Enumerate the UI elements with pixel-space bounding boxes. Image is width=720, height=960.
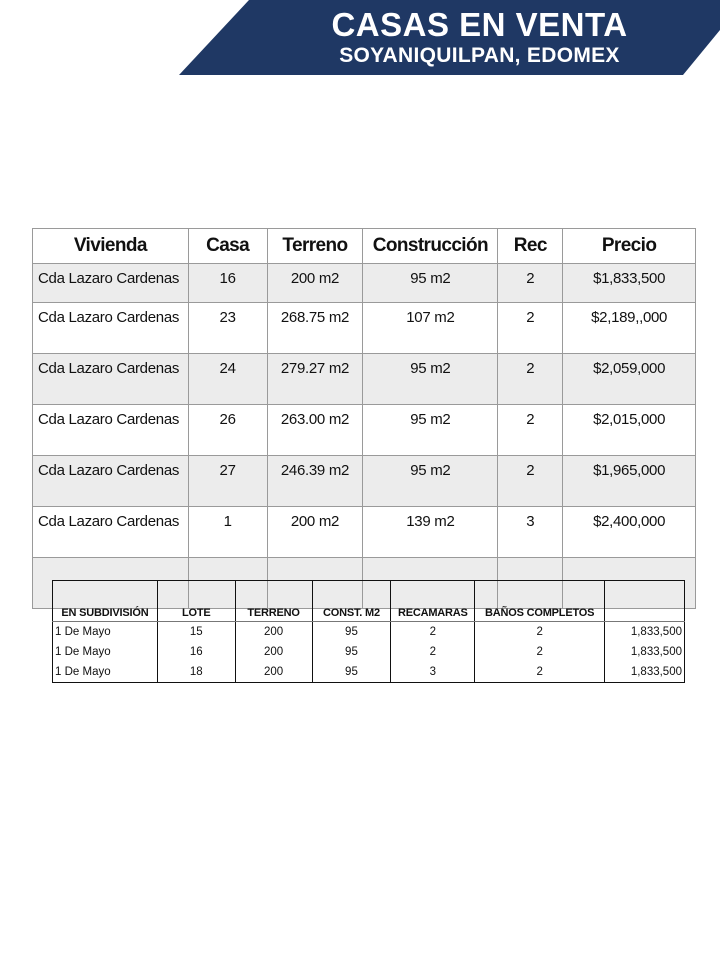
cell-casa: 23 — [188, 303, 267, 354]
cell-terreno: 246.39 m2 — [267, 456, 363, 507]
cell-const: 95 — [312, 642, 391, 662]
cell-subdivision: 1 De Mayo — [53, 642, 158, 662]
cell-precio: $2,015,000 — [563, 405, 696, 456]
cell-banos: 2 — [475, 642, 605, 662]
cell-recamaras: 2 — [391, 642, 475, 662]
cell-rec: 2 — [498, 354, 563, 405]
cell-construccion: 95 m2 — [363, 405, 498, 456]
table-row — [33, 507, 696, 558]
table-header-row — [33, 229, 696, 264]
cell-terreno: 200 m2 — [267, 264, 363, 303]
column-header-construccion: Construcción — [363, 229, 498, 264]
column-header-vivienda: Vivienda — [33, 229, 189, 264]
table-row — [53, 642, 685, 662]
cell-terreno: 268.75 m2 — [267, 303, 363, 354]
cell-precio: $1,833,500 — [563, 264, 696, 303]
cell-construccion: 95 m2 — [363, 264, 498, 303]
cell-precio: $2,059,000 — [563, 354, 696, 405]
page-subtitle: SOYANIQUILPAN, EDOMEX — [339, 43, 620, 67]
table-row — [33, 303, 696, 354]
cell-subdivision: 1 De Mayo — [53, 662, 158, 683]
banner-text — [239, 0, 720, 75]
cell-rec: 2 — [498, 264, 563, 303]
cell-rec: 2 — [498, 303, 563, 354]
cell-recamaras: 2 — [391, 622, 475, 643]
cell-subdivision: 1 De Mayo — [53, 622, 158, 643]
cell-vivienda: Cda Lazaro Cardenas — [33, 354, 189, 405]
cell-precio: $2,189,,000 — [563, 303, 696, 354]
column-header-casa: Casa — [188, 229, 267, 264]
cell-construccion: 139 m2 — [363, 507, 498, 558]
cell-construccion: 107 m2 — [363, 303, 498, 354]
cell-banos: 2 — [475, 622, 605, 643]
table-row — [53, 662, 685, 683]
cell-lote: 15 — [157, 622, 235, 643]
cell-lote: 18 — [157, 662, 235, 683]
page-title: CASAS EN VENTA — [331, 5, 628, 43]
cell-lote: 16 — [157, 642, 235, 662]
cell-vivienda: Cda Lazaro Cardenas — [33, 507, 189, 558]
cell-casa: 26 — [188, 405, 267, 456]
cell-banos: 2 — [475, 662, 605, 683]
column-header-terreno: TERRENO — [235, 581, 312, 622]
subdivision-table — [52, 580, 685, 683]
listings-table — [32, 228, 696, 609]
cell-construccion: 95 m2 — [363, 456, 498, 507]
cell-terreno: 200 — [235, 662, 312, 683]
column-header-banos: BAÑOS COMPLETOS — [475, 581, 605, 622]
table-row — [33, 456, 696, 507]
cell-const: 95 — [312, 662, 391, 683]
cell-terreno: 279.27 m2 — [267, 354, 363, 405]
cell-recamaras: 3 — [391, 662, 475, 683]
table-row — [33, 264, 696, 303]
cell-rec: 2 — [498, 456, 563, 507]
cell-vivienda: Cda Lazaro Cardenas — [33, 405, 189, 456]
cell-terreno: 200 m2 — [267, 507, 363, 558]
table-row — [33, 354, 696, 405]
cell-precio: 1,833,500 — [605, 662, 685, 683]
cell-precio: 1,833,500 — [605, 642, 685, 662]
cell-casa: 16 — [188, 264, 267, 303]
column-header-precio — [605, 581, 685, 622]
cell-casa: 24 — [188, 354, 267, 405]
cell-precio: $2,400,000 — [563, 507, 696, 558]
cell-precio: 1,833,500 — [605, 622, 685, 643]
cell-terreno: 200 — [235, 622, 312, 643]
table-row — [33, 405, 696, 456]
column-header-rec: Rec — [498, 229, 563, 264]
column-header-subdivision: EN SUBDIVISIÓN — [53, 581, 158, 622]
column-header-precio: Precio — [563, 229, 696, 264]
cell-rec: 2 — [498, 405, 563, 456]
cell-rec: 3 — [498, 507, 563, 558]
column-header-terreno: Terreno — [267, 229, 363, 264]
cell-terreno: 263.00 m2 — [267, 405, 363, 456]
cell-casa: 1 — [188, 507, 267, 558]
table-header-row — [53, 581, 685, 622]
cell-precio: $1,965,000 — [563, 456, 696, 507]
table-row — [53, 622, 685, 643]
cell-terreno: 200 — [235, 642, 312, 662]
column-header-recamaras: RECAMARAS — [391, 581, 475, 622]
cell-vivienda: Cda Lazaro Cardenas — [33, 264, 189, 303]
cell-casa: 27 — [188, 456, 267, 507]
cell-vivienda: Cda Lazaro Cardenas — [33, 303, 189, 354]
cell-const: 95 — [312, 622, 391, 643]
cell-vivienda: Cda Lazaro Cardenas — [33, 456, 189, 507]
column-header-lote: LOTE — [157, 581, 235, 622]
header-banner — [179, 0, 720, 75]
column-header-const: CONST. M2 — [312, 581, 391, 622]
cell-construccion: 95 m2 — [363, 354, 498, 405]
